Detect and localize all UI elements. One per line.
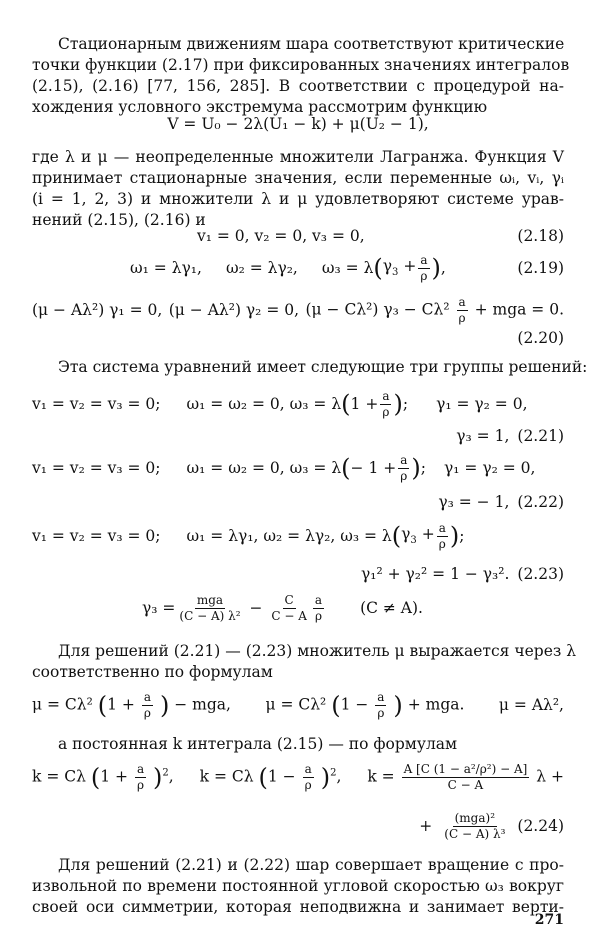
fraction-num: (mga)²	[454, 810, 496, 825]
equation-tag: (2.22)	[517, 493, 564, 511]
equation-text: + mga.	[407, 695, 465, 713]
equation-text: v₁ = v₂ = v₃ = 0;	[32, 395, 161, 413]
equation-text: γ₃ = 1,	[456, 427, 510, 445]
equation-V	[32, 104, 564, 144]
paren-open: (	[97, 691, 108, 719]
text-line: точки функции (2.17) при фиксированных значениях интегралов	[32, 56, 570, 74]
equation-text: 1 +	[350, 395, 379, 413]
equation-text: k =	[367, 767, 395, 785]
equation-text: ω₁ = λγ₁, ω₂ = λγ₂, ω₃ = λ	[186, 527, 392, 545]
equation-2-19: ω₁ = λγ₁, ω₂ = λγ₂, ω₃ = λ ( $\gamma_3$ + $\frac{a}{\rho}$ ) , (2.19)	[130, 252, 564, 283]
text-line: нений (2.15), (2.16) и	[32, 211, 206, 229]
text-line: Для решений (2.21) — (2.23) множитель μ выражается через λ	[58, 642, 577, 660]
fraction-den: ρ	[304, 777, 312, 792]
equation-2-20-tag	[32, 318, 564, 358]
fraction-den: (C − A) λ²	[179, 608, 241, 623]
paren-open: (	[373, 254, 383, 282]
equation-text: 1 +	[100, 767, 129, 785]
fraction-num: a	[438, 520, 446, 535]
equation-text: ω₁ = ω₂ = 0, ω₃ = λ	[186, 395, 342, 413]
paren-close: )	[320, 763, 331, 791]
fraction-a-rho	[375, 691, 386, 720]
fraction-a-rho	[142, 691, 153, 720]
exponent: 2	[330, 766, 337, 778]
fraction-num: a	[458, 294, 466, 309]
equation-text: (μ − Aλ²) γ₁ = 0,	[32, 301, 163, 319]
fraction-a-rho	[398, 454, 409, 483]
text-line: своей оси симметрии, которая неподвижна и занимает верти-	[32, 898, 564, 916]
fraction-a-rho	[380, 390, 391, 419]
fraction-den: ρ	[420, 268, 428, 283]
paren-open: (	[90, 763, 101, 791]
fraction-den: C − A	[447, 777, 484, 792]
equation-text: (μ − Cλ²) γ₃ − Cλ²	[305, 300, 450, 318]
fraction-num: a	[143, 689, 151, 704]
paren-close: )	[411, 454, 421, 482]
fraction-num: C	[284, 592, 294, 607]
fraction-num: a	[304, 761, 312, 776]
fraction-den: C − A	[271, 608, 307, 623]
fraction-den: (C − A) λ³	[444, 826, 506, 841]
equation-tag: (2.18)	[517, 227, 564, 245]
text-line: Эта система уравнений имеет следующие три группы решений:	[58, 358, 588, 376]
fraction-mga-sq	[442, 812, 507, 841]
equation-group	[32, 691, 231, 720]
text-line: (2.15), (2.16) [77, 156, 285]. В соответствии с процедурой на-	[32, 77, 564, 95]
exponent: 2	[162, 766, 169, 778]
fraction-den: ρ	[143, 705, 151, 720]
paren-close: )	[393, 390, 403, 418]
equation-text: ω₁ = ω₂ = 0, ω₃ = λ	[186, 459, 342, 477]
equation-text: γ₃ =	[142, 599, 176, 617]
equation-text: v₁ = v₂ = v₃ = 0;	[32, 527, 161, 545]
text-line: где λ и μ — неопределенные множители Лагранжа. Функция V	[32, 148, 564, 166]
equation-text: μ = Aλ²,	[498, 696, 564, 714]
paren-open: (	[391, 522, 402, 550]
paren-open: (	[341, 390, 351, 418]
equation-group: k = Cλ (1 − $\frac{a}{\rho}$ )$^2$,	[199, 761, 342, 792]
fraction-den: ρ	[314, 608, 323, 623]
fraction-num: A [C (1 − a²/ρ²) − A]	[403, 761, 528, 776]
fraction-num: a	[420, 252, 428, 267]
equation-text: γ₁ = γ₂ = 0,	[444, 459, 536, 477]
page-number: 271	[534, 912, 564, 928]
equation-group: k = Cλ (1 + $\frac{a}{\rho}$ )$^2$,	[32, 761, 174, 792]
fraction-den: ρ	[438, 536, 446, 551]
equation-gamma3	[32, 588, 564, 628]
fraction-a-rho	[135, 763, 146, 792]
fraction-mga	[177, 594, 242, 623]
fraction-a-rho	[418, 254, 429, 283]
fraction-a-rho	[313, 594, 324, 623]
text-line: а постоянная k интеграла (2.15) — по формулам	[58, 735, 458, 753]
fraction-num: mga	[196, 592, 224, 607]
text-line: принимает стационарные значения, если переменные ωᵢ, vᵢ, γᵢ	[32, 169, 564, 187]
equation-text: (μ − Aλ²) γ₂ = 0,	[168, 301, 300, 319]
equation-text: 1 −	[340, 695, 369, 713]
text-line: Стационарным движениям шара соответствуют критические	[58, 35, 565, 53]
fraction-den: ρ	[377, 705, 385, 720]
equation-text: 1 −	[267, 767, 296, 785]
fraction-den: ρ	[400, 468, 408, 483]
text-line: (i = 1, 2, 3) и множители λ и μ удовлетворяют системе урав-	[32, 190, 564, 208]
equation-mu	[32, 685, 564, 725]
solution-2-23: v₁ = v₂ = v₃ = 0; ω₁ = λγ₁, ω₂ = λγ₂, ω₃ = λ ( $\gamma_3$ + $\frac{a}{\rho}$ ) ;	[32, 520, 465, 551]
equation-text: V = U₀ − 2λ(U₁ − k) + μ(U₂ − 1),	[167, 115, 429, 133]
equation-k	[32, 757, 564, 797]
paren-close: )	[449, 522, 460, 550]
equation-group	[265, 691, 464, 720]
equation-text: v₁ = 0, v₂ = 0, v₃ = 0,	[197, 227, 365, 245]
minus-sign: −	[244, 599, 268, 617]
equation-text: γ₃ = − 1,	[438, 493, 510, 511]
equation-text: k = Cλ	[32, 767, 86, 785]
equation-text: λ +	[536, 767, 564, 785]
text-line: Для решений (2.21) и (2.22) шар совершает вращение с про-	[58, 856, 564, 874]
equation-text: ω₁ = λγ₁,	[130, 259, 202, 277]
equation-text: k = Cλ	[199, 767, 254, 785]
paren-close: )	[393, 691, 403, 719]
fraction-den: ρ	[458, 310, 466, 325]
equation-tag: (2.24)	[517, 817, 564, 835]
fraction-k3	[402, 763, 530, 792]
equation-text: + mga = 0.	[474, 300, 564, 318]
fraction-c	[269, 594, 309, 623]
equation-text: − mga,	[174, 695, 231, 713]
paren-open: (	[341, 454, 351, 482]
equation-tag: (2.23)	[517, 565, 564, 583]
equation-text: μ = Cλ²	[265, 695, 327, 713]
equation-text: − 1 +	[350, 459, 397, 477]
paren-open: (	[258, 763, 268, 791]
equation-text: μ = Cλ²	[32, 695, 93, 713]
paren-close: )	[153, 763, 163, 791]
fraction-num: a	[314, 592, 323, 607]
fraction-a-rho	[437, 522, 448, 551]
fraction-num: a	[377, 689, 385, 704]
text-line: соответственно по формулам	[32, 663, 273, 681]
text-line: хождения условного экстремума рассмотрим функцию	[32, 98, 488, 116]
paren-close: )	[431, 254, 441, 282]
equation-text: γ₁ = γ₂ = 0,	[436, 395, 528, 413]
equation-text: v₁ = v₂ = v₃ = 0;	[32, 459, 161, 477]
equation-text: $\gamma_3$ +	[382, 257, 417, 279]
equation-tag: (2.21)	[517, 427, 564, 445]
fraction-den: ρ	[137, 777, 145, 792]
solution-2-21: v₁ = v₂ = v₃ = 0; ω₁ = ω₂ = 0, ω₃ = λ ( 1 + $\frac{a}{\rho}$ ) ; γ₁ = γ₂ = 0,	[32, 388, 528, 419]
equation-text: ω₃ = λ	[321, 259, 374, 277]
equation-k-cont	[32, 806, 564, 846]
fraction-den: ρ	[382, 404, 390, 419]
paren-open: (	[331, 691, 341, 719]
fraction-num: a	[136, 761, 145, 776]
equation-text: γ₁² + γ₂² = 1 − γ₃².	[361, 565, 510, 583]
equation-text: +	[419, 817, 433, 835]
equation-text: $\gamma_3$ +	[401, 525, 435, 547]
equation-tag: (2.20)	[517, 329, 564, 347]
equation-tag: (2.19)	[517, 259, 564, 277]
equation-text: 1 +	[107, 695, 135, 713]
text-line: извольной по времени постоянной угловой скоростью ω₃ вокруг	[32, 877, 564, 895]
paren-close: )	[159, 691, 170, 719]
fraction-a-rho	[303, 763, 314, 792]
equation-text: (C ≠ A).	[360, 599, 423, 617]
equation-group	[367, 763, 564, 792]
equation-text: ω₂ = λγ₂,	[225, 259, 298, 277]
fraction-num: a	[400, 452, 408, 467]
solution-2-22: v₁ = v₂ = v₃ = 0; ω₁ = ω₂ = 0, ω₃ = λ ( − 1 + $\frac{a}{\rho}$ ) ; γ₁ = γ₂ = 0,	[32, 452, 536, 483]
fraction-num: a	[382, 388, 390, 403]
